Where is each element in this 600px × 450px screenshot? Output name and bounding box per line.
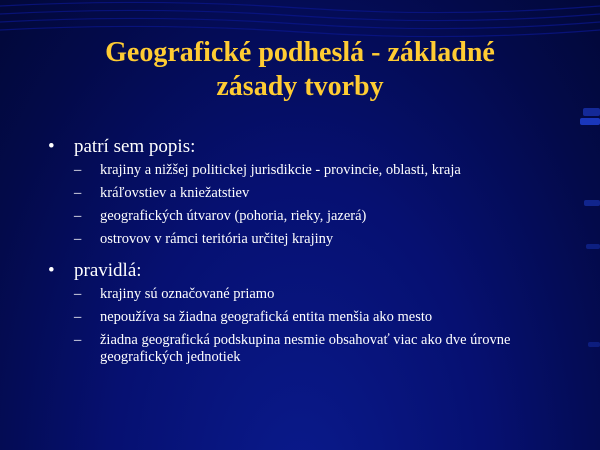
slide-title-line-1: Geografické podheslá - základné xyxy=(105,37,495,68)
sub-item xyxy=(48,309,568,326)
sub-item xyxy=(48,332,568,366)
sub-item xyxy=(48,208,568,225)
dash-symbol: – xyxy=(74,185,82,201)
dash-symbol: – xyxy=(74,309,82,325)
dash-symbol: – xyxy=(74,162,82,178)
bullet-2-text: pravidlá: xyxy=(74,260,142,281)
sub-item xyxy=(48,185,568,202)
sub-item-text: krajiny sú označované priamo xyxy=(100,286,275,302)
sub-item xyxy=(48,231,568,248)
sub-item-text: kráľovstiev a kniežatstiev xyxy=(100,185,250,201)
sub-item xyxy=(48,162,568,179)
bullet-2-symbol: • xyxy=(48,260,55,281)
sub-item-text: ostrovov v rámci teritória určitej krajiny xyxy=(100,231,334,247)
sub-item-text: geografických útvarov (pohoria, rieky, jazerá) xyxy=(100,208,367,224)
slide-content xyxy=(48,136,568,372)
sub-item-text: žiadna geografická podskupina nesmie obsahovať viac ako dve úrovne geografických jednotiek xyxy=(100,332,511,365)
bullet-1-sublist xyxy=(48,162,568,248)
sub-item-text: nepoužíva sa žiadna geografická entita menšia ako mesto xyxy=(100,309,433,325)
bullet-1-symbol: • xyxy=(48,136,55,157)
slide-title-line-2: zásady tvorby xyxy=(216,71,384,102)
dash-symbol: – xyxy=(74,231,82,247)
bullet-1 xyxy=(48,136,568,158)
bullet-1-text: patrí sem popis: xyxy=(74,136,196,157)
dash-symbol: – xyxy=(74,332,82,348)
dash-symbol: – xyxy=(74,286,82,302)
bullet-2-sublist xyxy=(48,286,568,366)
bullet-2 xyxy=(48,260,568,282)
sub-item xyxy=(48,286,568,303)
dash-symbol: – xyxy=(74,208,82,224)
slide-title xyxy=(40,36,560,104)
sub-item-text: krajiny a nižšej politickej jurisdikcie - provincie, oblasti, kraja xyxy=(100,162,461,178)
